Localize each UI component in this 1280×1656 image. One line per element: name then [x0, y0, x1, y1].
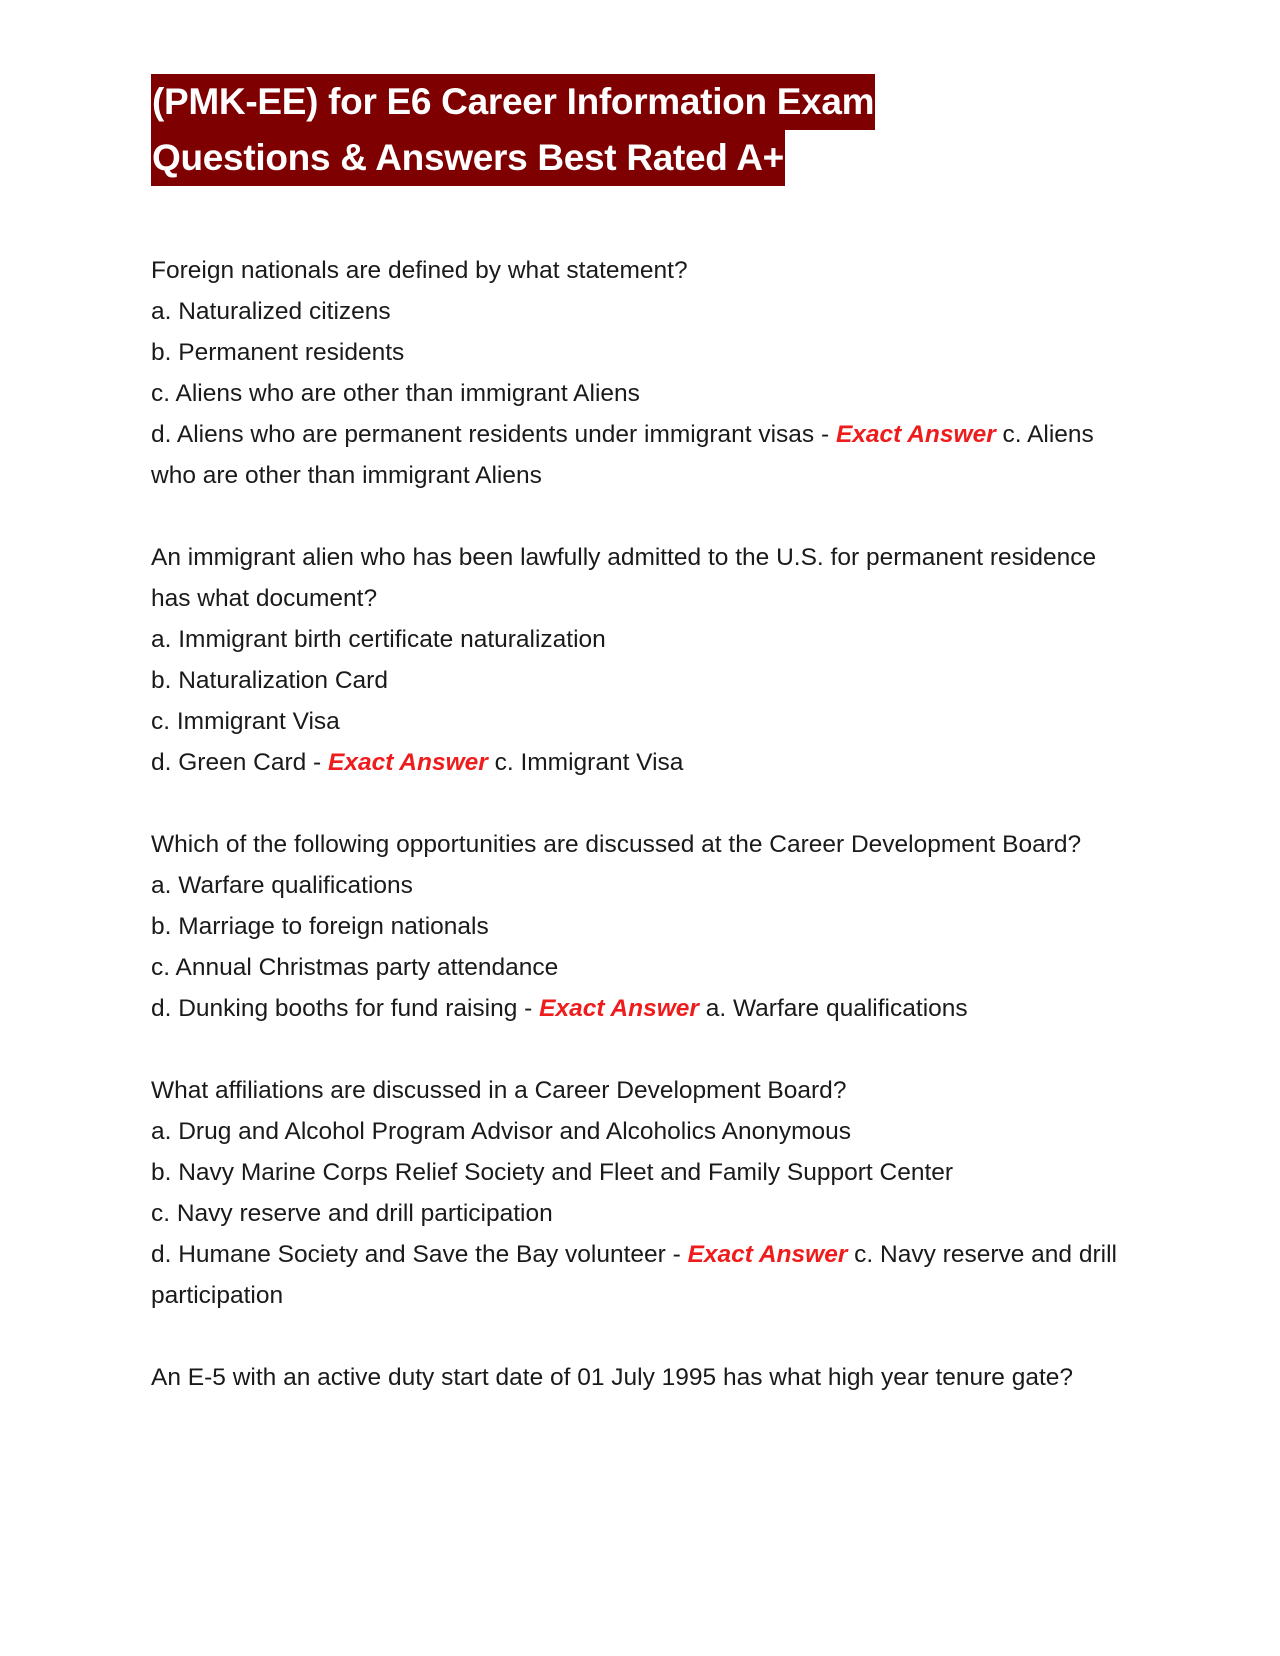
correct-answer: c. Aliens who are other than immigrant Aliens	[151, 421, 1094, 489]
answer-option: b. Marriage to foreign nationals	[151, 913, 489, 940]
question-block	[151, 1070, 1141, 1316]
answer-option: a. Warfare qualifications	[151, 872, 413, 899]
question-prompt: An E-5 with an active duty start date of 01 July 1995 has what high year tenure gate?	[151, 1364, 1074, 1391]
exact-answer-label: Exact Answer	[835, 421, 996, 448]
answer-option: c. Navy reserve and drill participation	[151, 1200, 553, 1227]
correct-answer: c. Immigrant Visa	[487, 749, 684, 776]
option-text: d. Aliens who are permanent residents under immigrant visas -	[151, 421, 836, 448]
option-text: d. Green Card -	[151, 749, 329, 776]
question-prompt: Which of the following opportunities are discussed at the Career Development Board?	[151, 831, 1082, 858]
question-prompt: An immigrant alien who has been lawfully admitted to the U.S. for permanent residence has what document?	[151, 544, 1097, 612]
answer-option: b. Navy Marine Corps Relief Society and Fleet and Family Support Center	[151, 1159, 954, 1186]
correct-answer: a. Warfare qualifications	[698, 995, 968, 1022]
question-prompt: What affiliations are discussed in a Career Development Board?	[151, 1077, 847, 1104]
answer-option-final	[151, 1234, 1141, 1316]
answer-option: a. Immigrant birth certificate naturalization	[151, 626, 606, 653]
answer-option: b. Permanent residents	[151, 339, 405, 366]
option-text: d. Humane Society and Save the Bay volunteer -	[151, 1241, 688, 1268]
question-block	[151, 1357, 1141, 1398]
document-page	[151, 74, 1141, 1439]
answer-option: c. Annual Christmas party attendance	[151, 954, 559, 981]
document-title	[151, 74, 1141, 186]
question-list	[151, 250, 1141, 1398]
answer-option: c. Immigrant Visa	[151, 708, 340, 735]
option-text: d. Dunking booths for fund raising -	[151, 995, 540, 1022]
answer-option: c. Aliens who are other than immigrant Aliens	[151, 380, 640, 407]
question-block	[151, 824, 1141, 1029]
question-block	[151, 250, 1141, 496]
correct-answer: c. Navy reserve and drill participation	[151, 1241, 1117, 1309]
exact-answer-label: Exact Answer	[687, 1241, 848, 1268]
title-line-2: Questions & Answers Best Rated A+	[151, 130, 785, 186]
answer-option-final	[151, 988, 1141, 1029]
exact-answer-label: Exact Answer	[328, 749, 488, 776]
answer-option: a. Drug and Alcohol Program Advisor and Alcoholics Anonymous	[151, 1118, 852, 1145]
question-block	[151, 537, 1141, 783]
answer-option: a. Naturalized citizens	[151, 298, 391, 325]
answer-option-final	[151, 414, 1141, 496]
answer-option-final	[151, 742, 1141, 783]
question-prompt: Foreign nationals are defined by what statement?	[151, 257, 688, 284]
exact-answer-label: Exact Answer	[539, 995, 699, 1022]
title-line-1: (PMK-EE) for E6 Career Information Exam	[151, 74, 875, 130]
answer-option: b. Naturalization Card	[151, 667, 388, 694]
